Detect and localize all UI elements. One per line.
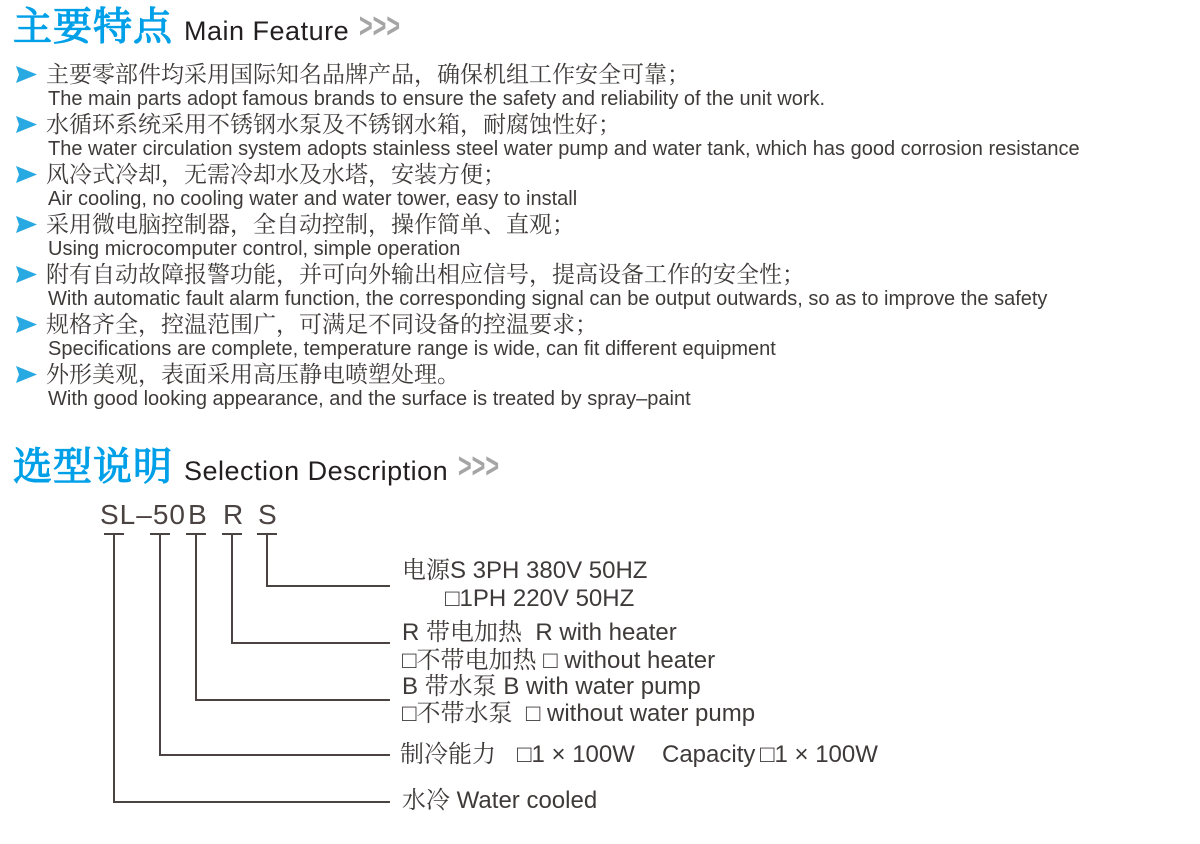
chevrons-icon: >>> — [359, 5, 401, 46]
arrow-bullet-icon — [16, 316, 37, 333]
label-capacity-opt2: □1 × 100W — [760, 741, 878, 768]
model-code-r: R — [223, 499, 245, 530]
label-capacity-cn: 制冷能力 — [400, 741, 496, 768]
feature-text-en: With automatic fault alarm function, the corresponding signal can be output outwards, so as to improve the safety — [48, 288, 1048, 310]
feature-text-cn: 水循环系统采用不锈钢水泵及不锈钢水箱，耐腐蚀性好； — [46, 111, 621, 137]
selection-diagram — [0, 495, 1200, 844]
model-code-prefix: SL–50 — [100, 499, 186, 530]
label-pump-without: □不带水泵 □ without water pump — [402, 700, 756, 727]
arrow-bullet-icon — [16, 66, 37, 83]
chevrons-icon: >>> — [458, 445, 500, 486]
model-code-s: S — [258, 499, 278, 530]
feature-text-en: The water circulation system adopts stainless steel water pump and water tank, which has good corrosion resistance — [48, 138, 1080, 160]
model-code-b: B — [188, 499, 208, 530]
feature-item — [16, 62, 1191, 112]
arrow-bullet-icon — [16, 266, 37, 283]
feature-item — [16, 112, 1191, 162]
feature-item — [16, 262, 1191, 312]
selection-title-en: Selection Description — [184, 456, 449, 486]
feature-text-en: The main parts adopt famous brands to ensure the safety and reliability of the unit work. — [48, 88, 826, 110]
feature-text-cn: 风冷式冷却，无需冷却水及水塔，安装方便； — [46, 161, 506, 187]
feature-item — [16, 362, 1191, 412]
feature-list — [16, 62, 1191, 412]
feature-text-en: With good looking appearance, and the surface is treated by spray–paint — [48, 388, 691, 410]
feature-text-cn: 主要零部件均采用国际知名品牌产品，确保机组工作安全可靠； — [46, 61, 690, 87]
main-feature-title-en: Main Feature — [184, 16, 350, 46]
arrow-bullet-icon — [16, 216, 37, 233]
feature-item — [16, 212, 1191, 262]
label-power-alt: □1PH 220V 50HZ — [445, 585, 635, 612]
selection-heading — [13, 446, 504, 490]
feature-item — [16, 312, 1191, 362]
label-capacity-opt1: □1 × 100W — [517, 741, 635, 768]
feature-text-cn: 规格齐全，控温范围广，可满足不同设备的控温要求； — [46, 311, 598, 337]
arrow-bullet-icon — [16, 116, 37, 133]
label-heater-with: R 带电加热 R with heater — [402, 619, 677, 646]
feature-text-en: Specifications are complete, temperature range is wide, can fit different equipment — [48, 338, 776, 360]
label-capacity-en: Capacity — [662, 741, 756, 768]
main-feature-heading — [13, 6, 405, 50]
connector-lines — [104, 534, 390, 802]
label-heater-without: □不带电加热 □ without heater — [402, 647, 716, 674]
label-power-s: 电源S 3PH 380V 50HZ — [402, 557, 648, 584]
label-cooling: 水冷 Water cooled — [402, 787, 598, 814]
label-pump-with: B 带水泵 B with water pump — [402, 673, 701, 700]
feature-text-cn: 附有自动故障报警功能，并可向外输出相应信号，提高设备工作的安全性； — [46, 261, 805, 287]
arrow-bullet-icon — [16, 166, 37, 183]
feature-text-cn: 采用微电脑控制器，全自动控制，操作简单、直观； — [46, 211, 575, 237]
feature-item — [16, 162, 1191, 212]
main-feature-title-cn: 主要特点 — [13, 6, 174, 49]
feature-text-cn: 外形美观，表面采用高压静电喷塑处理。 — [46, 361, 460, 387]
selection-title-cn: 选型说明 — [13, 446, 174, 489]
arrow-bullet-icon — [16, 366, 37, 383]
feature-text-en: Using microcomputer control, simple operation — [48, 238, 461, 260]
feature-text-en: Air cooling, no cooling water and water tower, easy to install — [48, 188, 578, 210]
